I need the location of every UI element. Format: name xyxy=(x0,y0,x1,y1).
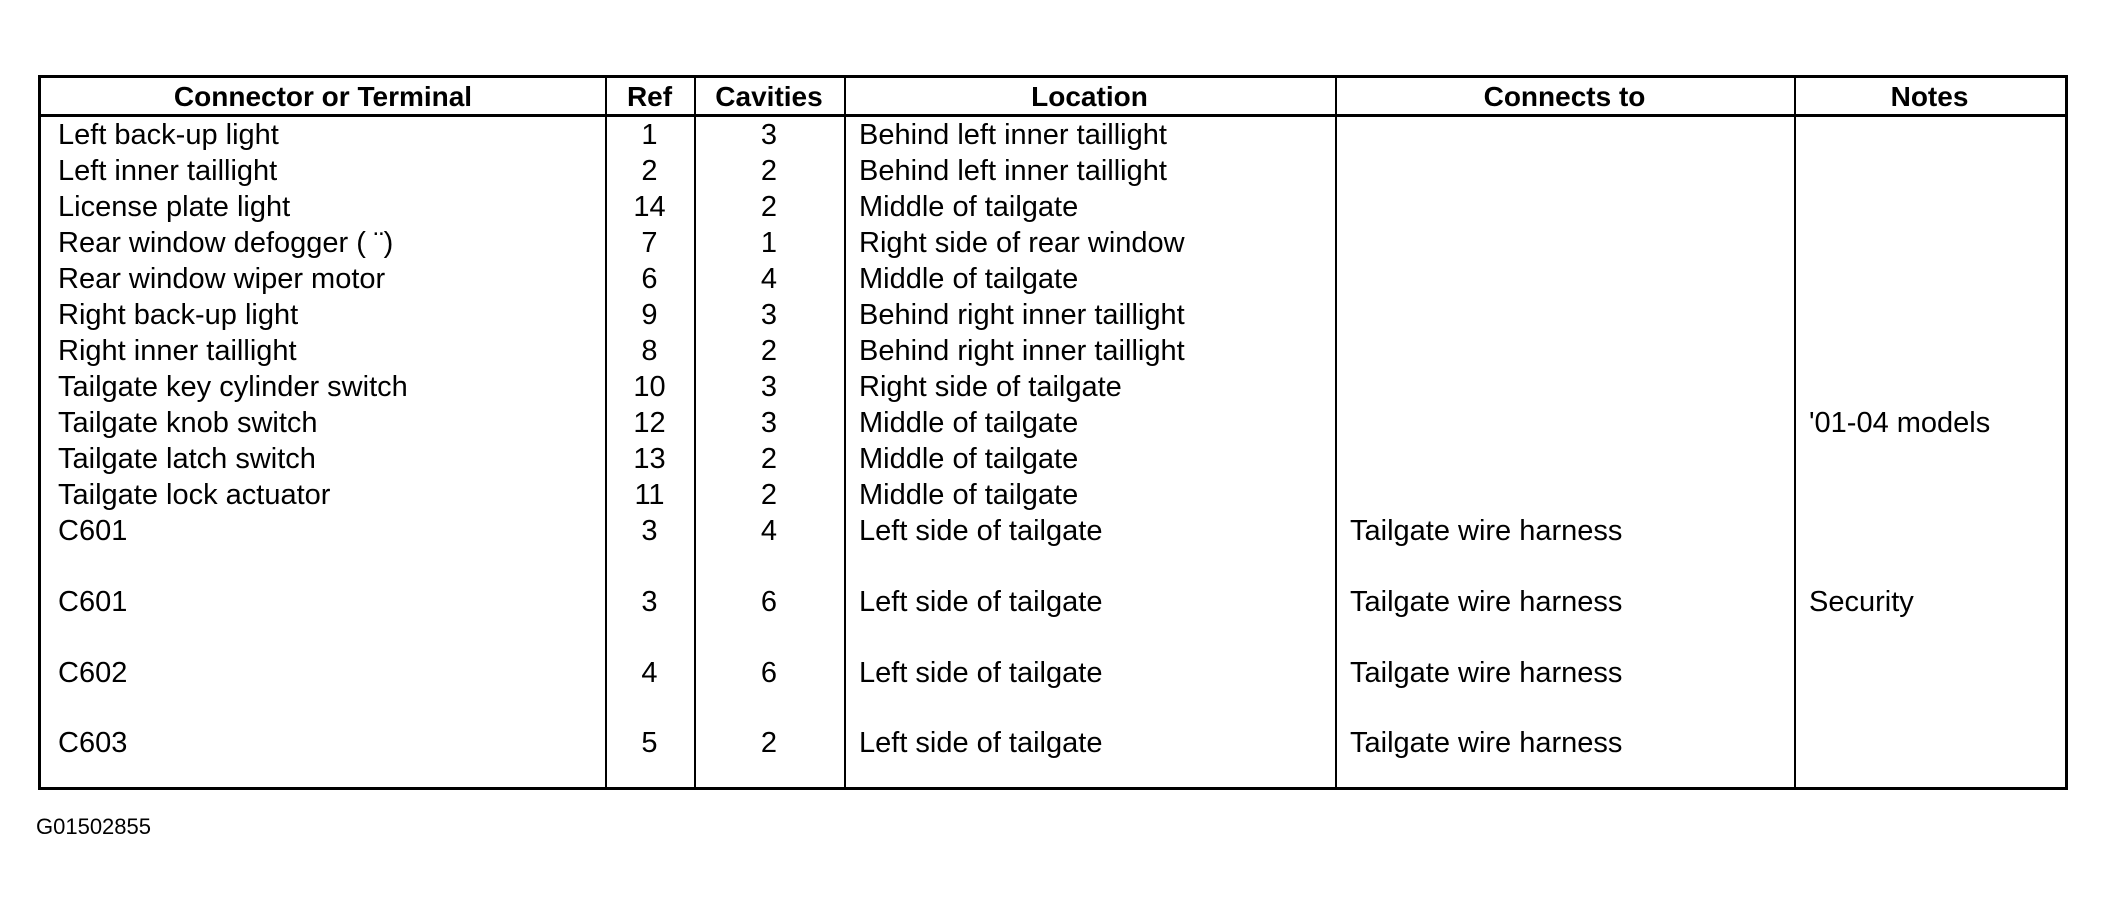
header-cavities: Cavities xyxy=(715,81,823,112)
header-location: Location xyxy=(1031,81,1148,112)
header-connector: Connector or Terminal xyxy=(173,81,473,112)
connector-cell: Rear window wiper motor xyxy=(58,263,386,295)
location-cell: Behind right inner taillight xyxy=(859,335,1185,367)
cavities-cell: 6 xyxy=(760,657,778,689)
header-connects-to: Connects to xyxy=(1483,81,1646,112)
ref-cell: 11 xyxy=(634,479,665,511)
connector-cell: C602 xyxy=(58,657,128,689)
ref-cell: 2 xyxy=(641,155,658,187)
location-cell: Behind right inner taillight xyxy=(859,299,1185,331)
cavities-cell: 4 xyxy=(760,263,778,295)
notes-cell: Security xyxy=(1809,586,1914,618)
location-cell: Middle of tailgate xyxy=(859,443,1079,475)
connector-cell: Rear window defogger ( ¨) xyxy=(58,227,394,259)
cavities-cell: 2 xyxy=(760,155,778,187)
ref-cell: 4 xyxy=(641,657,658,689)
connector-cell: Tailgate latch switch xyxy=(58,443,316,475)
connector-cell: License plate light xyxy=(58,191,291,223)
location-cell: Left side of tailgate xyxy=(859,727,1103,759)
connector-cell: Right inner taillight xyxy=(58,335,297,367)
connects-to-cell: Tailgate wire harness xyxy=(1350,586,1623,618)
ref-cell: 6 xyxy=(641,263,658,295)
connects-to-cell: Tailgate wire harness xyxy=(1350,515,1623,547)
ref-cell: 9 xyxy=(641,299,658,331)
connects-to-cell: Tailgate wire harness xyxy=(1350,657,1623,689)
ref-cell: 13 xyxy=(633,443,666,475)
cavities-cell: 2 xyxy=(760,727,778,759)
connector-table xyxy=(38,75,2068,790)
header-divider xyxy=(41,114,2065,117)
cavities-cell: 2 xyxy=(760,479,778,511)
ref-cell: 3 xyxy=(641,515,658,547)
column-divider xyxy=(1794,78,1796,787)
location-cell: Left side of tailgate xyxy=(859,586,1103,618)
ref-cell: 7 xyxy=(641,227,658,259)
connector-cell: Tailgate lock actuator xyxy=(58,479,331,511)
cavities-cell: 4 xyxy=(760,515,778,547)
header-ref: Ref xyxy=(626,81,673,112)
connector-cell: Left inner taillight xyxy=(58,155,278,187)
connector-cell: C603 xyxy=(58,727,128,759)
header-notes: Notes xyxy=(1890,81,1969,112)
cavities-cell: 3 xyxy=(760,371,778,403)
location-cell: Middle of tailgate xyxy=(859,263,1079,295)
connector-cell: Tailgate key cylinder switch xyxy=(58,371,408,403)
location-cell: Behind left inner taillight xyxy=(859,155,1167,187)
location-cell: Right side of rear window xyxy=(859,227,1185,259)
cavities-cell: 3 xyxy=(760,299,778,331)
location-cell: Left side of tailgate xyxy=(859,515,1103,547)
cavities-cell: 3 xyxy=(760,407,778,439)
connector-cell: Tailgate knob switch xyxy=(58,407,318,439)
ref-cell: 8 xyxy=(641,335,658,367)
connector-cell: C601 xyxy=(58,515,128,547)
ref-cell: 1 xyxy=(641,119,658,151)
column-divider xyxy=(844,78,846,787)
ref-cell: 10 xyxy=(633,371,666,403)
figure-id: G01502855 xyxy=(36,814,151,839)
location-cell: Right side of tailgate xyxy=(859,371,1122,403)
location-cell: Middle of tailgate xyxy=(859,479,1079,511)
location-cell: Behind left inner taillight xyxy=(859,119,1167,151)
cavities-cell: 3 xyxy=(760,119,778,151)
connects-to-cell: Tailgate wire harness xyxy=(1350,727,1623,759)
ref-cell: 12 xyxy=(633,407,666,439)
column-divider xyxy=(1335,78,1337,787)
location-cell: Middle of tailgate xyxy=(859,191,1079,223)
cavities-cell: 1 xyxy=(760,227,778,259)
connector-cell: Right back-up light xyxy=(58,299,299,331)
connector-cell: Left back-up light xyxy=(58,119,279,151)
cavities-cell: 2 xyxy=(760,443,778,475)
ref-cell: 14 xyxy=(633,191,666,223)
location-cell: Left side of tailgate xyxy=(859,657,1103,689)
cavities-cell: 6 xyxy=(760,586,778,618)
ref-cell: 3 xyxy=(641,586,658,618)
connector-cell: C601 xyxy=(58,586,128,618)
location-cell: Middle of tailgate xyxy=(859,407,1079,439)
cavities-cell: 2 xyxy=(760,335,778,367)
notes-cell: '01-04 models xyxy=(1809,407,1991,439)
ref-cell: 5 xyxy=(641,727,658,759)
cavities-cell: 2 xyxy=(760,191,778,223)
